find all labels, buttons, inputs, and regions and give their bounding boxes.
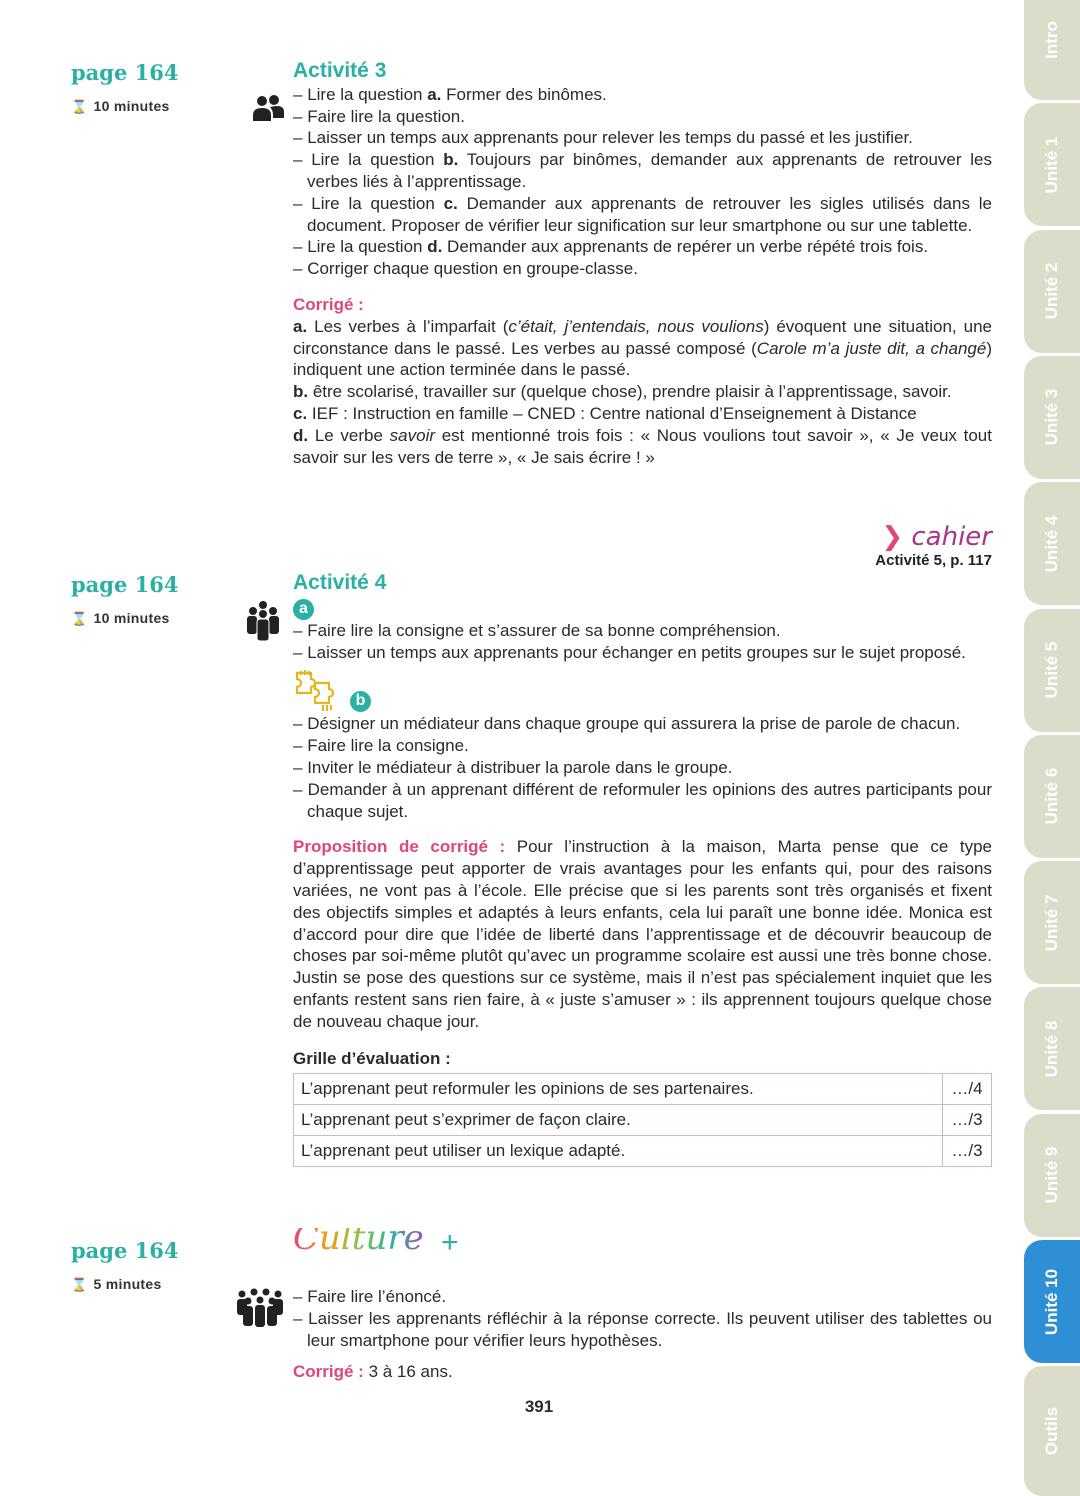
step-item: – Inviter le médiateur à distribuer la parole dans le groupe. <box>293 757 992 779</box>
proposition-corrige: Proposition de corrigé : Pour l’instruction à la maison, Marta pense que ce type d’apprentissage peut apporter de vrais avantages pour les enfants qui, pour des raisons variées, ne vont pas à l’école. Elle précise que si les parents sont très organisés et fixent des objectifs simples et adaptés à leurs enfants, cela lui paraît une bonne idée. Monica est d’accord pour dire que l’idée de liberté dans l’apprentissage et de découvrir beaucoup de choses par soi-même plutôt qu’avec un programme scolaire est aussi une très bonne chose. Justin se pose des questions sur ce système, mais il n’est pas spécialement inquiet que les enfants restent sans rien faire, à « juste s’amuser » : ils apprennent toujours quelque chose de nouveau chaque jour. <box>293 837 992 1031</box>
grid-title: Grille d’évaluation : <box>293 1048 451 1068</box>
activity-4-steps-b <box>293 713 992 822</box>
criterion: L’apprenant peut utiliser un lexique adapté. <box>294 1136 943 1167</box>
corrige-label: Corrigé : <box>293 294 364 314</box>
criterion: L’apprenant peut s’exprimer de façon claire. <box>294 1105 943 1136</box>
step-item: – Laisser un temps aux apprenants pour relever les temps du passé et les justifier. <box>293 127 992 149</box>
answer-a: a. Les verbes à l’imparfait (c’était, j’entendais, nous voulions) évoquent une situation, une circonstance dans le passé. Les verbes au passé composé (Carole m’a juste dit, a changé) indiquent une action terminée dans le passé. <box>293 316 993 380</box>
step-item: – Laisser les apprenants réfléchir à la réponse correcte. Ils peuvent utiliser des tablettes ou leur smartphone pour vérifier leurs hypothèses. <box>293 1308 992 1352</box>
step-item: – Demander à un apprenant différent de reformuler les opinions des autres participants pour chaque sujet. <box>293 779 992 823</box>
duration <box>71 1276 162 1293</box>
cahier-label: cahier <box>911 522 992 552</box>
grid-row <box>294 1136 992 1167</box>
score: …/3 <box>943 1136 992 1167</box>
criterion: L’apprenant peut reformuler les opinions de ses partenaires. <box>294 1074 943 1105</box>
grid-row <box>294 1105 992 1136</box>
puzzle-hands-icon <box>293 669 345 713</box>
step-item: – Désigner un médiateur dans chaque groupe qui assurera la prise de parole de chacun. <box>293 713 992 735</box>
duration-text: 10 minutes <box>93 610 170 626</box>
tab-unit-4[interactable]: Unité 4 <box>1024 482 1080 605</box>
duration <box>71 610 170 627</box>
tab-unit-5[interactable]: Unité 5 <box>1024 609 1080 732</box>
step-item: – Faire lire l’énoncé. <box>293 1286 992 1308</box>
step-item: – Laisser un temps aux apprenants pour échanger en petits groupes sur le sujet proposé. <box>293 642 992 664</box>
tab-unit-6[interactable]: Unité 6 <box>1024 735 1080 858</box>
step-item: – Lire la question b. Toujours par binômes, demander aux apprenants de retrouver les verbes liés à l’apprentissage. <box>293 149 992 193</box>
page-number: 391 <box>524 1397 554 1416</box>
step-item: – Corriger chaque question en groupe-classe. <box>293 258 992 280</box>
tab-unit-8[interactable]: Unité 8 <box>1024 987 1080 1110</box>
activity-4 <box>293 572 992 1167</box>
part-b-badge: b <box>350 691 371 712</box>
class-group-icon <box>236 1288 284 1328</box>
answer-b: b. être scolarisé, travailler sur (quelque chose), prendre plaisir à l’apprentissage, savoir. <box>293 382 952 402</box>
group-icon <box>246 601 280 641</box>
score: …/3 <box>943 1105 992 1136</box>
duration <box>71 98 170 115</box>
activity-title: Activité 3 <box>293 59 387 82</box>
step-item: – Lire la question c. Demander aux apprenants de retrouver les sigles utilisés dans le document. Proposer de vérifier leur signification sur leur smartphone ou sur une tablette. <box>293 193 992 237</box>
hourglass-icon: ⌛ <box>71 1277 88 1292</box>
tab-unit-2[interactable]: Unité 2 <box>1024 230 1080 353</box>
culture-plus <box>293 1218 992 1383</box>
culture-steps <box>293 1286 992 1351</box>
corrige-block <box>293 294 992 468</box>
step-item: – Lire la question a. Former des binômes. <box>293 84 992 106</box>
tab-unit-1[interactable]: Unité 1 <box>1024 103 1080 226</box>
page-reference: page 164 <box>71 572 179 597</box>
duration-text: 10 minutes <box>93 98 170 114</box>
tab-intro[interactable]: Intro <box>1024 0 1080 100</box>
step-item: – Faire lire la question. <box>293 106 992 128</box>
tab-outils[interactable]: Outils <box>1024 1366 1080 1496</box>
grid-row <box>294 1074 992 1105</box>
answer-d: d. Le verbe savoir est mentionné trois fois : « Nous voulions tout savoir », « Je veux tout savoir sur les vers de terre », « Je sais écrire ! » <box>293 425 992 467</box>
page-reference: page 164 <box>71 60 179 85</box>
cahier-activity: Activité 5, p. 117 <box>875 552 992 569</box>
tab-unit-3[interactable]: Unité 3 <box>1024 356 1080 479</box>
duration-text: 5 minutes <box>93 1276 162 1292</box>
chevron-right-icon: ❯ <box>881 522 904 552</box>
tab-unit-10[interactable]: Unité 10 <box>1024 1240 1080 1363</box>
activity-4-steps-a <box>293 620 992 664</box>
activity-title: Activité 4 <box>293 571 387 594</box>
evaluation-grid <box>293 1073 992 1167</box>
part-b-header <box>293 669 992 713</box>
activity-3 <box>293 60 992 468</box>
activity-3-steps <box>293 84 992 280</box>
step-item: – Lire la question d. Demander aux apprenants de repérer un verbe répété trois fois. <box>293 236 992 258</box>
step-item: – Faire lire la consigne et s’assurer de sa bonne compréhension. <box>293 620 992 642</box>
culture-logo: Culture + <box>293 1218 459 1259</box>
hourglass-icon: ⌛ <box>71 611 88 626</box>
culture-corrige: Corrigé : 3 à 16 ans. <box>293 1362 453 1382</box>
tab-unit-7[interactable]: Unité 7 <box>1024 861 1080 984</box>
cahier-reference <box>875 522 992 569</box>
score: …/4 <box>943 1074 992 1105</box>
answer-c: c. IEF : Instruction en famille – CNED : Centre national d’Enseignement à Distance <box>293 403 917 423</box>
part-a-badge: a <box>293 599 314 620</box>
step-item: – Faire lire la consigne. <box>293 735 992 757</box>
pair-icon <box>252 95 284 121</box>
hourglass-icon: ⌛ <box>71 99 88 114</box>
tab-unit-9[interactable]: Unité 9 <box>1024 1114 1080 1237</box>
page-reference: page 164 <box>71 1238 179 1263</box>
